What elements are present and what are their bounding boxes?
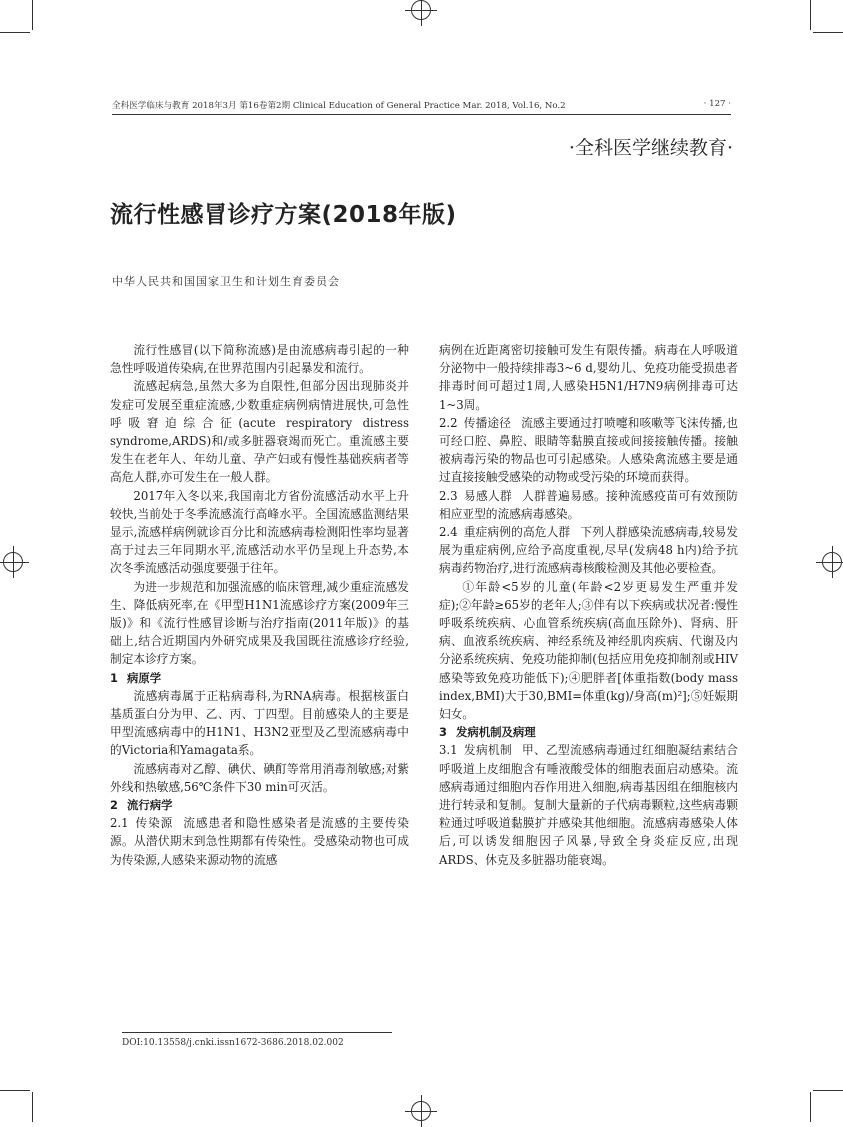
crop-mark [0,1090,30,1091]
paragraph: 流感病毒属于正粘病毒科,为RNA病毒。根据核蛋白基质蛋白分为甲、乙、丙、丁四型。目前感染人的主要是甲型流感病毒中的H1N1、H3N2亚型及乙型流感病毒中的Victoria和Yamagata系。 [110,688,409,758]
crop-mark [32,1092,33,1122]
subsection-lead: 发病机制 [463,743,512,758]
subsection-paragraph [439,414,738,487]
left-column [110,341,409,869]
section-title: 流行病学 [126,798,173,813]
crop-mark [32,0,33,30]
registration-mark-icon [411,0,431,20]
crop-mark [0,32,30,33]
subsection-lead: 传播途径 [463,415,512,430]
paragraph: 为进一步规范和加强流感的临床管理,减少重症流感发生、降低病死率,在《甲型H1N1流感诊疗方案(2009年三版)》和《流行性感冒诊断与治疗指南(2011年版)》的基础上,结合近期国内外研究成果及我国既往流感诊疗经验,制定本诊疗方案。 [110,579,409,667]
subsection-lead: 易感人群 [463,488,512,503]
crop-mark [813,1090,843,1091]
paragraph: 流感起病急,虽然大多为自限性,但部分因出现肺炎并发症可发展至重症流感,少数重症病例病情进展快,可急性呼吸窘迫综合征(acute respiratory distress syndrome,ARDS)和/或多脏器衰竭而死亡。重流感主要发生在老年人、年幼儿童、孕产妇或有慢性基础疾病者等高危人群,亦可发生在一般人群。 [110,379,409,485]
registration-mark-icon [411,1101,431,1121]
section-number: 1 [110,670,118,685]
crop-mark [810,0,811,30]
paragraph: 2017年入冬以来,我国南北方省份流感活动水平上升较快,当前处于冬季流感流行高峰水平。全国流感监测结果显示,流感样病例就诊百分比和流感病毒检测阳性率均显著高于过去三年同期水平,流感活动水平仍呈现上升态势,本次冬季流感活动强度要强于往年。 [110,488,409,576]
section-title: 病原学 [126,670,162,685]
subsection-number: 2.1 [110,816,129,831]
article-title: 流行性感冒诊疗方案(2018年版) [110,202,457,228]
author-line: 中华人民共和国国家卫生和计划生育委员会 [112,275,340,288]
header-rule [112,114,731,115]
subsection-lead: 传染源 [134,816,174,831]
crop-mark [813,32,843,33]
subsection-paragraph [439,487,738,523]
section-heading [110,669,409,687]
subsection-text: 流感患者和隐性感染者是流感的主要传染源。从潜伏期末到急性期都有传染性。受感染动物也可成为传染源,人感染来源动物的流感 [110,816,409,867]
subsection-paragraph [110,814,409,869]
running-head [112,99,731,113]
subsection-text: 下列人群感染流感病毒,较易发展为重症病例,应给予高度重视,尽早(发病48 h内)给予抗病毒药物治疗,进行流感病毒核酸检测及其他必要检查。 [439,525,738,576]
section-heading [110,796,409,814]
paragraph: 病例在近距离密切接触可发生有限传播。病毒在人呼吸道分泌物中一般持续排毒3~6 d,婴幼儿、免疫功能受损患者排毒时间可超过1周,人感染H5N1/H7N9病例排毒可达1~3周。 [439,343,738,412]
right-column [439,341,738,869]
paragraph: 流行性感冒(以下简称流感)是由流感病毒引起的一种急性呼吸道传染病,在世界范围内引起暴发和流行。 [110,343,409,376]
subsection-number: 2.4 [439,525,458,540]
journal-info: 全科医学临床与教育 2018年3月 第16卷第2期 Clinical Education of General Practice Mar. 2018, Vol.16, No.2 [112,101,566,111]
doi-footnote: DOI:10.13558/j.cnki.issn1672-3686.2018.02.002 [122,1032,392,1048]
subsection-text: 流感主要通过打喷嚏和咳嗽等飞沫传播,也可经口腔、鼻腔、眼睛等黏膜直接或间接接触传播。接触被病毒污染的物品也可引起感染。人感染禽流感主要是通过直接接触受感染的动物或受污染的环境而获得。 [439,415,738,485]
crop-mark [810,1092,811,1122]
section-heading [439,723,738,741]
section-title: 发病机制及病理 [455,725,536,740]
section-tag: ·全科医学继续教育· [568,137,733,159]
subsection-text: 人群普遍易感。接种流感疫苗可有效预防相应亚型的流感病毒感染。 [439,488,738,521]
section-number: 3 [439,725,447,740]
page-number: · 127 · [703,99,731,109]
paragraph: 流感病毒对乙醇、碘伏、碘酊等常用消毒剂敏感;对紫外线和热敏感,56℃条件下30 min可灭活。 [110,761,409,794]
subsection-paragraph [439,523,738,578]
subsection-number: 2.2 [439,415,458,430]
subsection-paragraph [439,741,738,868]
risk-group-list: ①年龄<5岁的儿童(年龄<2岁更易发生严重并发症);②年龄≥65岁的老年人;③伴有以下疾病或状况者:慢性呼吸系统疾病、心血管系统疾病(高血压除外)、肾病、肝病、血液系统疾病、神经系统及神经肌肉疾病、代谢及内分泌系统疾病、免疫功能抑制(包括应用免疫抑制剂或HIV感染等致免疫功能低下);④肥胖者[体重指数(body mass index,BMI)大于30,BMI=体重(kg)/身高(m)²];⑤妊娠期妇女。 [439,579,738,722]
subsection-number: 3.1 [439,743,458,758]
section-number: 2 [110,798,118,813]
subsection-text: 甲、乙型流感病毒通过红细胞凝结素结合呼吸道上皮细胞含有唾液酸受体的细胞表面启动感染。流感病毒通过细胞内吞作用进入细胞,病毒基因组在细胞核内进行转录和复制。复制大量新的子代病毒颗粒,这些病毒颗粒通过呼吸道黏膜扩并感染其他细胞。流感病毒感染人体后,可以诱发细胞因子风暴,导致全身炎症反应,出现ARDS、休克及多脏器功能衰竭。 [439,743,738,867]
subsection-lead: 重症病例的高危人群 [463,525,571,540]
subsection-number: 2.3 [439,488,458,503]
registration-mark-icon [822,552,842,572]
registration-mark-icon [3,552,23,572]
